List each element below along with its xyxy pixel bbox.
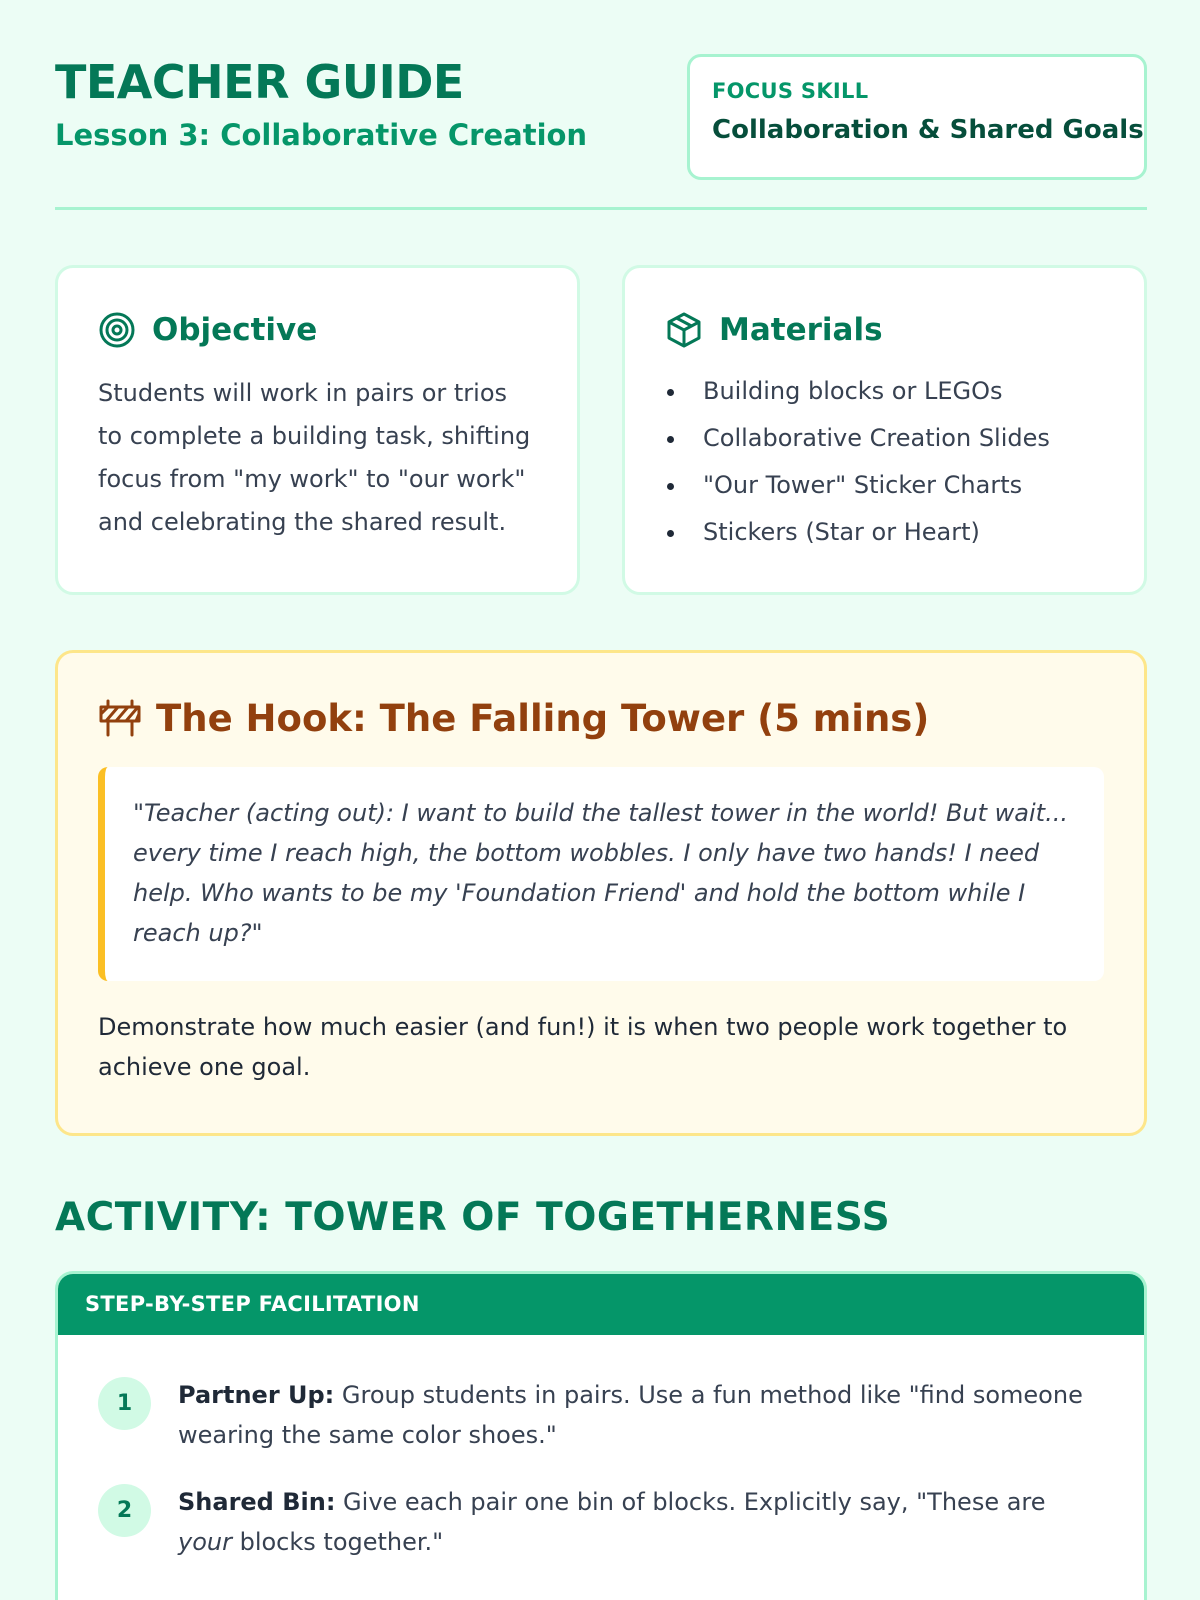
hook-header	[98, 693, 1104, 743]
activity-title: ACTIVITY: TOWER OF TOGETHERNESS	[55, 1195, 891, 1240]
header	[55, 0, 1147, 210]
objective-title: Objective	[152, 312, 318, 348]
step-emphasis: your	[178, 1528, 232, 1556]
materials-list	[665, 368, 1104, 556]
facilitation-card	[55, 1271, 1147, 1600]
step-body-end: blocks together."	[231, 1528, 444, 1556]
steps-list	[58, 1335, 1144, 1562]
step-number: 1	[98, 1377, 151, 1430]
hook-title: The Hook: The Falling Tower (5 mins)	[156, 696, 930, 740]
focus-skill-label: FOCUS SKILL	[712, 79, 869, 103]
list-item	[98, 1375, 1104, 1455]
facilitation-header: STEP-BY-STEP FACILITATION	[58, 1274, 1144, 1335]
materials-header	[665, 308, 1104, 352]
list-item: Building blocks or LEGOs	[665, 368, 1104, 415]
step-body: Group students in pairs. Use a fun method like "find someone wearing the same color shoes."	[178, 1381, 1083, 1449]
list-item	[98, 1482, 1104, 1562]
step-text	[178, 1482, 1104, 1562]
step-lead: Partner Up:	[178, 1381, 335, 1409]
lesson-subtitle: Lesson 3: Collaborative Creation	[55, 118, 588, 152]
teacher-guide-page	[55, 0, 1147, 1556]
list-item: Stickers (Star or Heart)	[665, 509, 1104, 556]
step-number: 2	[98, 1484, 151, 1537]
focus-skill-box	[687, 54, 1147, 180]
materials-card	[622, 265, 1147, 595]
materials-title: Materials	[719, 312, 883, 348]
step-body: Give each pair one bin of blocks. Explicitly say, "These are	[335, 1488, 1046, 1516]
target-icon	[98, 311, 136, 349]
step-text	[178, 1375, 1104, 1455]
box-icon	[665, 311, 703, 349]
barrier-icon	[98, 698, 142, 738]
page-title: TEACHER GUIDE	[55, 55, 464, 109]
list-item: Collaborative Creation Slides	[665, 415, 1104, 462]
list-item: "Our Tower" Sticker Charts	[665, 462, 1104, 509]
step-lead: Shared Bin:	[178, 1488, 336, 1516]
objective-text: Students will work in pairs or trios to complete a building task, shifting focus from "my work" to "our work" and celebrating the shared result.	[98, 379, 531, 536]
hook-note: Demonstrate how much easier (and fun!) it is when two people work together to achieve one goal.	[98, 1013, 1068, 1081]
header-divider	[55, 207, 1147, 210]
focus-skill-value: Collaboration & Shared Goals	[712, 115, 1144, 145]
hook-section	[55, 650, 1147, 1136]
objective-header	[98, 308, 537, 352]
objective-card	[55, 265, 580, 595]
overview-cards	[55, 265, 1147, 595]
teacher-script-quote: "Teacher (acting out): I want to build the tallest tower in the world! But wait... every time I reach high, the bottom wobbles. I only have two hands! I need help. Who wants to be my 'Foundation Friend' and hold the bottom while I reach up?"	[98, 767, 1104, 981]
